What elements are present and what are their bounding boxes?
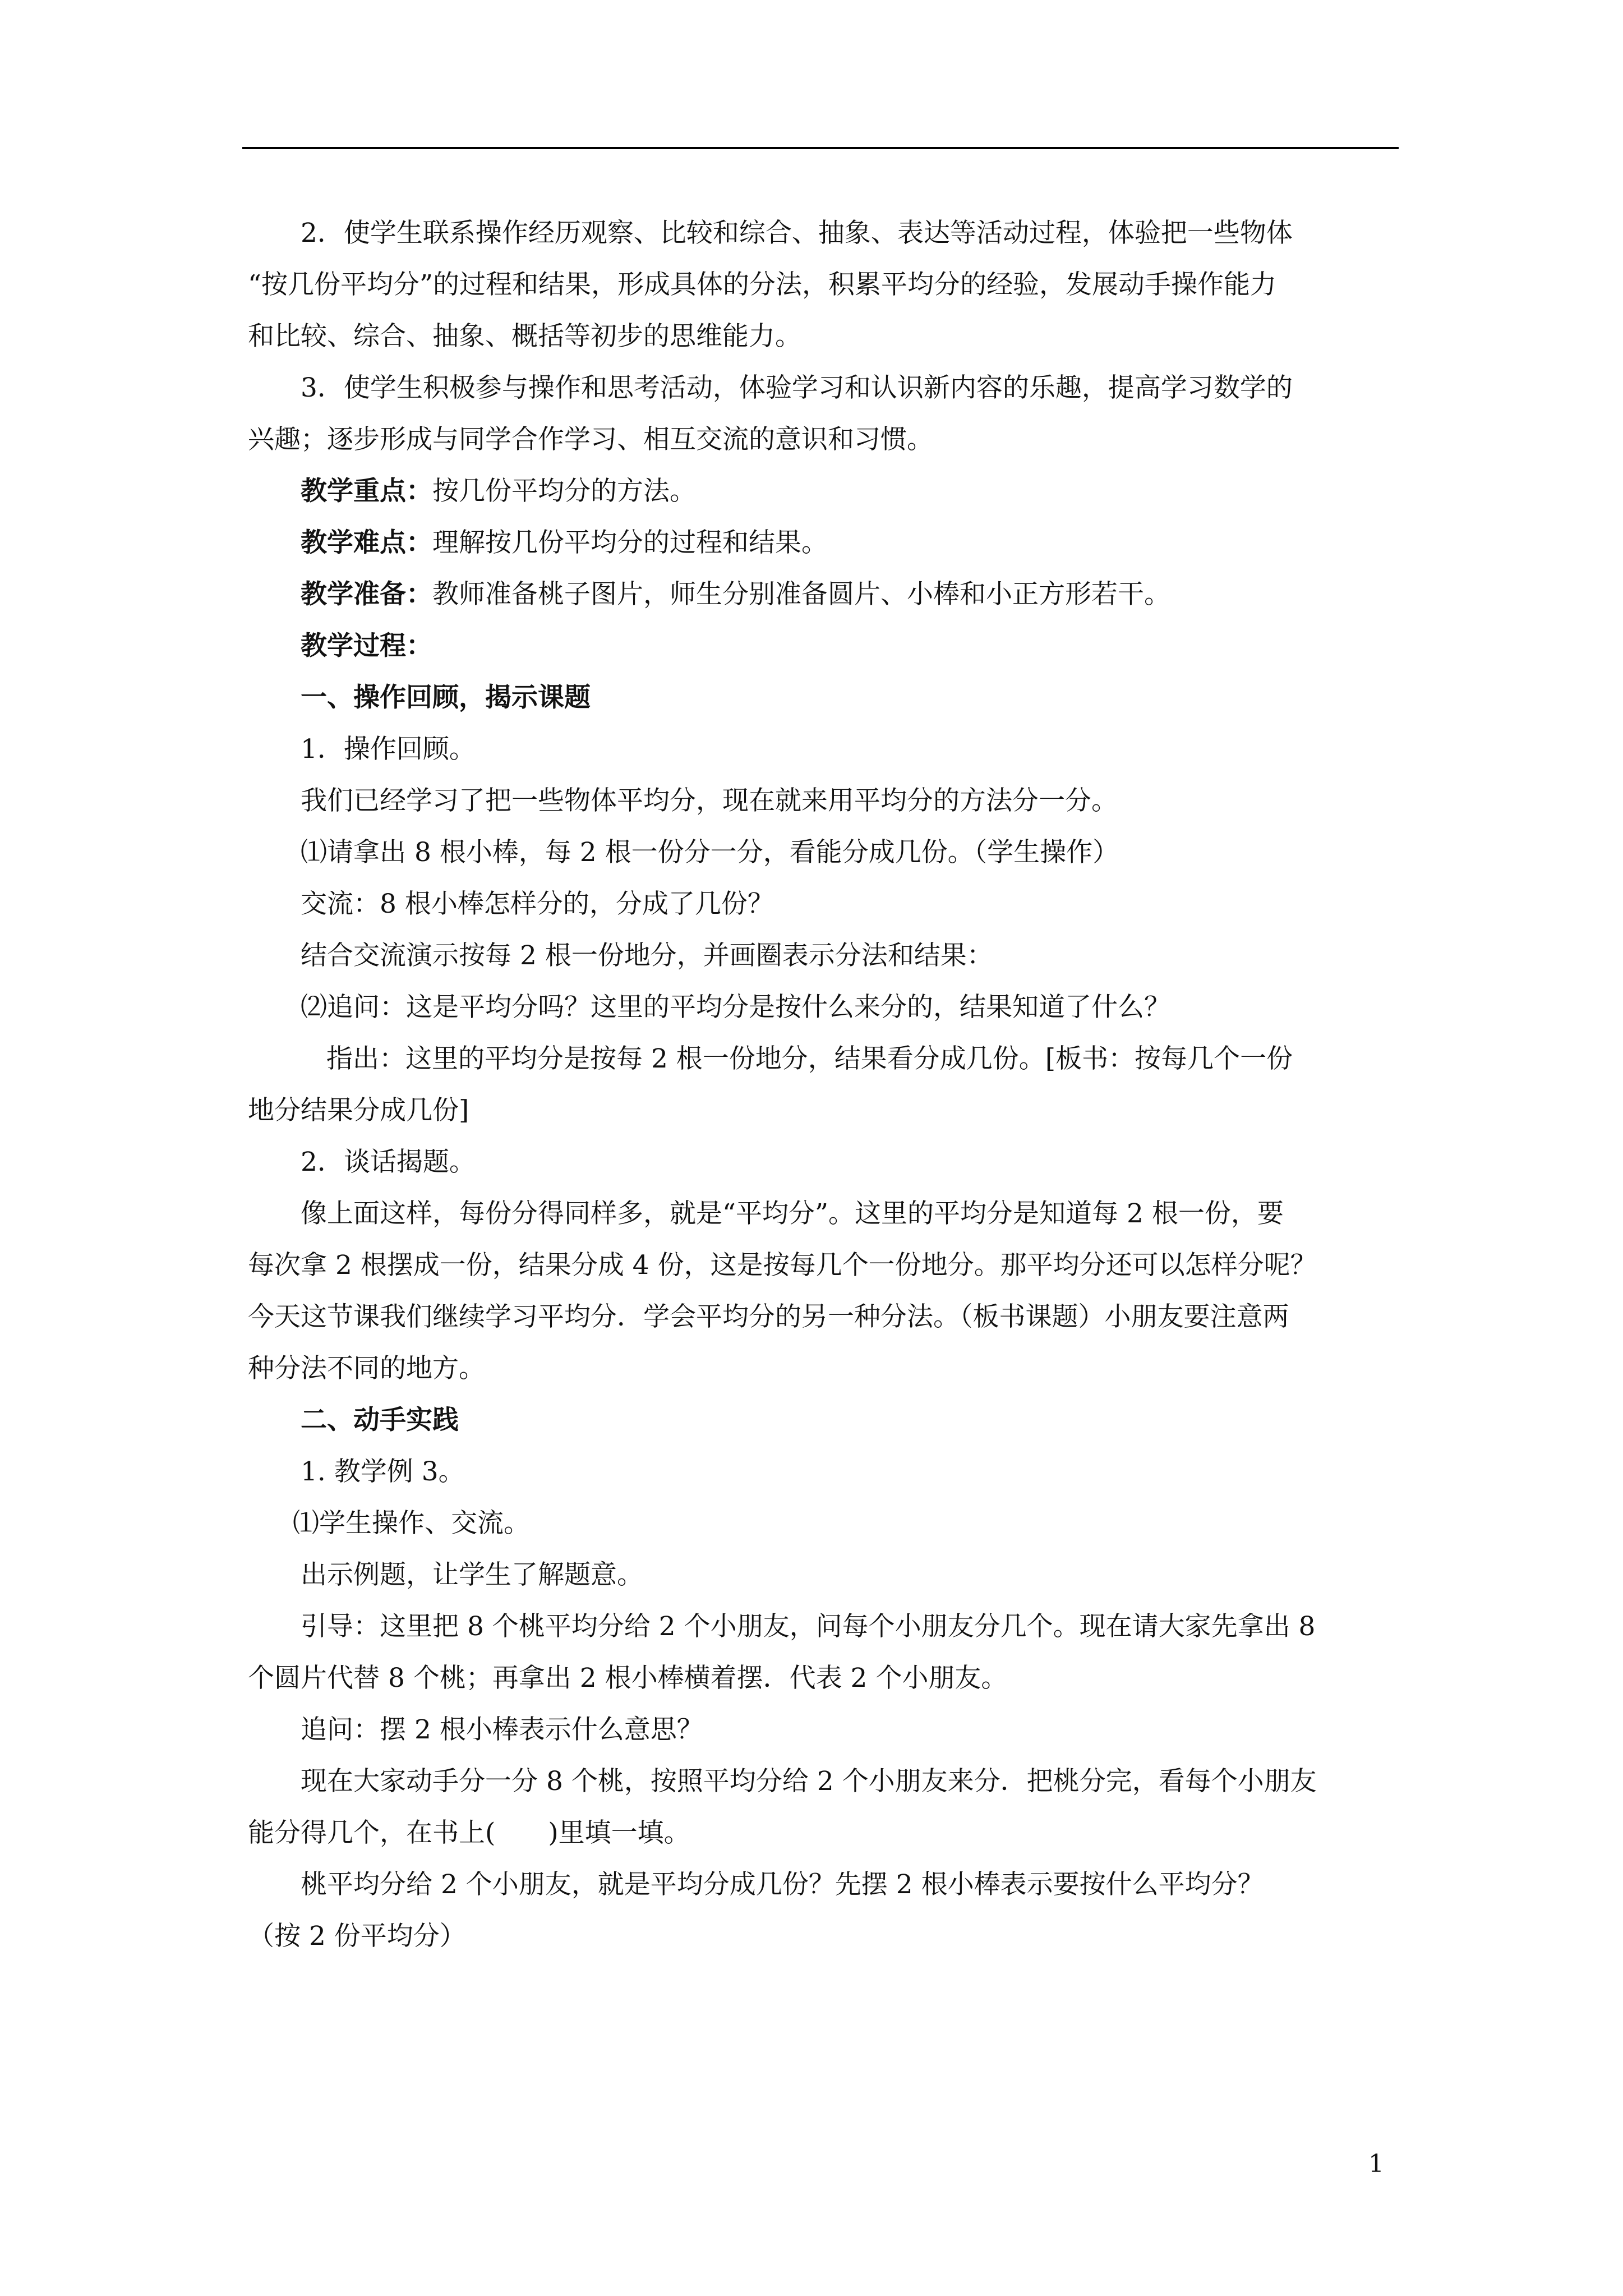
document-body [248,208,1399,1962]
process-label: 教学过程： [301,631,432,661]
key-point-label: 教学重点： [301,476,432,507]
sub-heading-1: ⑴学生操作、交流。 [293,1508,530,1539]
header-rule [242,147,1399,149]
peach-line-1: 桃平均分给 2 个小朋友，就是平均分成几份？先摆 2 根小棒表示要按什么平均分？ [301,1869,1264,1900]
section-1-line: 我们已经学习了把一些物体平均分，现在就来用平均分的方法分一分。 [301,785,1118,816]
page-number: 1 [1368,2150,1384,2178]
now-line-2: 能分得几个，在书上( )里填一填。 [248,1818,690,1848]
ask-line: 追问：摆 2 根小棒表示什么意思？ [301,1714,703,1745]
peach-line-2: （按 2 份平均分） [248,1921,466,1952]
guide-line-1: 引导：这里把 8 个桃平均分给 2 个小朋友，问每个小朋友分几个。现在请大家先拿出 8 [301,1611,1316,1642]
talk-heading: 2．谈话揭题。 [301,1147,476,1177]
difficulty-label: 教学难点： [301,527,432,558]
talk-line: 今天这节课我们继续学习平均分．学会平均分的另一种分法。（板书课题）小朋友要注意两 [248,1301,1289,1332]
preparation-text: 教师准备桃子图片，师生分别准备圆片、小棒和小正方形若干。 [432,579,1170,610]
show-example-line: 出示例题，让学生了解题意。 [301,1559,643,1590]
talk-line: 像上面这样，每份分得同样多，就是“平均分”。这里的平均分是知道每 2 根一份，要 [301,1198,1284,1229]
guide-line-2: 个圆片代替 8 个桃；再拿出 2 根小棒横着摆．代表 2 个小朋友。 [248,1663,1008,1694]
key-point [248,466,1399,517]
preparation [248,569,1399,620]
section-1-line: ⑴请拿出 8 根小棒，每 2 根一份分一分，看能分成几份。（学生操作） [301,837,1119,868]
objective-2-line-3: 和比较、综合、抽象、概括等初步的思维能力。 [248,321,801,352]
example-heading: 1. 教学例 3。 [301,1456,465,1487]
objective-2-line-2: “按几份平均分”的过程和结果，形成具体的分法，积累平均分的经验，发展动手操作能力 [248,269,1277,300]
preparation-label: 教学准备： [301,579,432,610]
difficulty [248,517,1399,569]
point-out-line-2: 地分结果分成几份] [248,1095,469,1126]
objective-3-line-2: 兴趣；逐步形成与同学合作学习、相互交流的意识和习惯。 [248,424,933,455]
section-1-heading: 一、操作回顾，揭示课题 [301,682,591,713]
objective-2-line-1: 2．使学生联系操作经历观察、比较和综合、抽象、表达等活动过程，体验把一些物体 [301,218,1293,249]
point-out-line-1: 指出：这里的平均分是按每 2 根一份地分，结果看分成几份。[板书：按每几个一份 [326,1043,1293,1074]
talk-line: 种分法不同的地方。 [248,1353,485,1384]
now-line-1: 现在大家动手分一分 8 个桃，按照平均分给 2 个小朋友来分．把桃分完，看每个小朋友 [301,1766,1317,1797]
section-1-line: 1．操作回顾。 [301,734,476,765]
section-2-heading: 二、动手实践 [301,1405,459,1435]
difficulty-text: 理解按几份平均分的过程和结果。 [432,527,828,558]
section-1-line: 结合交流演示按每 2 根一份地分，并画圈表示分法和结果： [301,940,993,971]
section-1-line: ⑵追问：这是平均分吗？这里的平均分是按什么来分的，结果知道了什么？ [301,992,1170,1023]
key-point-text: 按几份平均分的方法。 [432,476,696,507]
objective-3-line-1: 3．使学生积极参与操作和思考活动，体验学习和认识新内容的乐趣，提高学习数学的 [301,372,1293,403]
section-1-line: 交流：8 根小棒怎样分的，分成了几份？ [301,889,774,919]
talk-line: 每次拿 2 根摆成一份，结果分成 4 份，这是按每几个一份地分。那平均分还可以怎样分呢？ [248,1250,1317,1281]
